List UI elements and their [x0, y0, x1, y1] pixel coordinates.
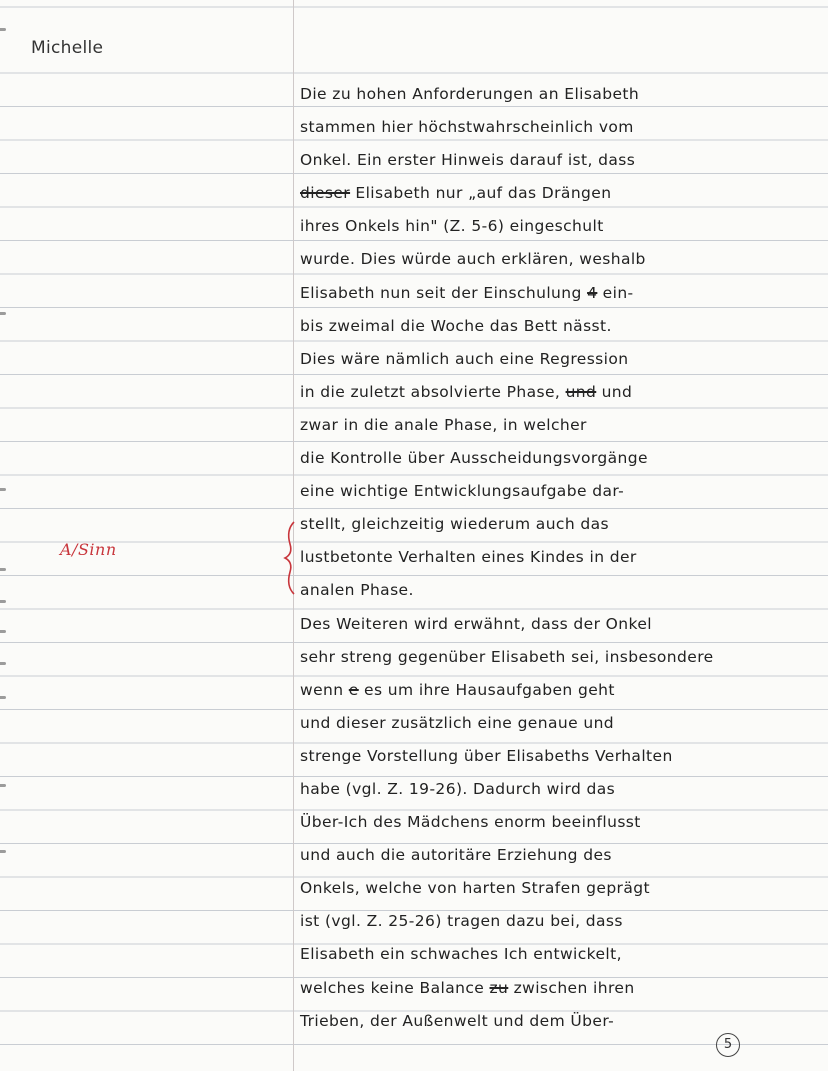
crossed-out-word: 4 — [587, 283, 598, 302]
punch-hole — [0, 850, 6, 853]
line-text: wenn — [300, 680, 349, 699]
line-text: ein- — [597, 283, 634, 302]
line-text: und dieser zusätzlich eine genaue und — [300, 713, 615, 732]
punch-hole — [0, 630, 6, 633]
punch-hole — [0, 784, 6, 787]
text-line — [300, 806, 780, 839]
text-line — [300, 177, 780, 210]
line-text: analen Phase. — [300, 581, 414, 600]
punch-hole — [0, 312, 6, 315]
line-text: welches keine Balance — [300, 978, 490, 997]
text-line — [300, 111, 780, 144]
text-line — [300, 674, 780, 707]
text-line — [300, 475, 780, 508]
text-line — [300, 343, 780, 376]
text-line — [300, 508, 780, 541]
punch-holes — [0, 0, 30, 1071]
text-line — [300, 541, 780, 574]
text-line — [300, 243, 780, 276]
line-text: habe (vgl. Z. 19-26). Dadurch wird das — [300, 779, 616, 798]
line-text: stammen hier höchstwahrscheinlich vom — [300, 118, 634, 137]
punch-hole — [0, 488, 6, 491]
line-text: ihres Onkels hin" (Z. 5-6) eingeschult — [300, 217, 604, 236]
text-line — [300, 773, 780, 806]
line-text: eine wichtige Entwicklungsaufgabe dar- — [300, 482, 625, 501]
line-text: stellt, gleichzeitig wiederum auch das — [300, 515, 610, 534]
author-name: Michelle — [31, 38, 104, 58]
line-text: strenge Vorstellung über Elisabeths Verhalten — [300, 746, 673, 765]
text-line — [300, 641, 780, 674]
line-text: es um ihre Hausaufgaben geht — [358, 680, 615, 699]
crossed-out-word: e — [348, 680, 359, 699]
text-line — [300, 1005, 780, 1038]
line-text: Onkel. Ein erster Hinweis darauf ist, dass — [300, 151, 636, 170]
text-line — [300, 872, 780, 905]
text-line — [300, 905, 780, 938]
text-line — [300, 210, 780, 243]
text-line — [300, 839, 780, 872]
line-text: Dies wäre nämlich auch eine Regression — [300, 349, 629, 368]
text-line — [300, 442, 780, 475]
line-text: Trieben, der Außenwelt und dem Über- — [300, 1011, 615, 1030]
text-line — [300, 277, 780, 310]
text-line — [300, 938, 780, 971]
line-text: lustbetonte Verhalten eines Kindes in der — [300, 548, 637, 567]
line-text: Des Weiteren wird erwähnt, dass der Onkel — [300, 614, 652, 633]
line-text: sehr streng gegenüber Elisabeth sei, insbesondere — [300, 647, 714, 666]
text-line — [300, 409, 780, 442]
text-line — [300, 707, 780, 740]
line-text: und auch die autoritäre Erziehung des — [300, 846, 612, 865]
line-text: Die zu hohen Anforderungen an Elisabeth — [300, 85, 640, 103]
crossed-out-word: zu — [489, 978, 509, 997]
line-text: bis zweimal die Woche das Bett nässt. — [300, 316, 612, 335]
text-line — [300, 608, 780, 641]
punch-hole — [0, 28, 6, 31]
punch-hole — [0, 568, 6, 571]
essay-text — [300, 78, 780, 1038]
line-text: ist (vgl. Z. 25-26) tragen dazu bei, dass — [300, 912, 623, 931]
line-text: in die zuletzt absolvierte Phase, — [300, 382, 566, 401]
crossed-out-word: dieser — [300, 184, 351, 203]
line-text: Elisabeth ein schwaches Ich entwickelt, — [300, 945, 622, 964]
line-text: zwar in die anale Phase, in welcher — [300, 415, 587, 434]
line-text: wurde. Dies würde auch erklären, weshalb — [300, 250, 646, 269]
brace-mark — [280, 520, 300, 596]
page-number: 5 — [716, 1033, 740, 1057]
text-line — [300, 376, 780, 409]
line-text: Über-Ich des Mädchens enorm beeinflusst — [300, 813, 641, 832]
line-text: Elisabeth nun seit der Einschulung — [300, 283, 588, 302]
punch-hole — [0, 662, 6, 665]
text-line — [300, 574, 780, 607]
text-line — [300, 144, 780, 177]
line-text: zwischen ihren — [508, 978, 635, 997]
text-line — [300, 310, 780, 343]
line-text: Elisabeth nur „auf das Drängen — [350, 184, 612, 203]
line-text: und — [596, 382, 633, 401]
line-text: Onkels, welche von harten Strafen geprägt — [300, 879, 650, 898]
text-line — [300, 78, 780, 111]
line-text: die Kontrolle über Ausscheidungsvorgänge — [300, 449, 648, 468]
punch-hole — [0, 600, 6, 603]
margin-note: A/Sinn — [60, 540, 117, 559]
text-line — [300, 740, 780, 773]
text-line — [300, 972, 780, 1005]
crossed-out-word: und — [565, 382, 597, 401]
punch-hole — [0, 696, 6, 699]
